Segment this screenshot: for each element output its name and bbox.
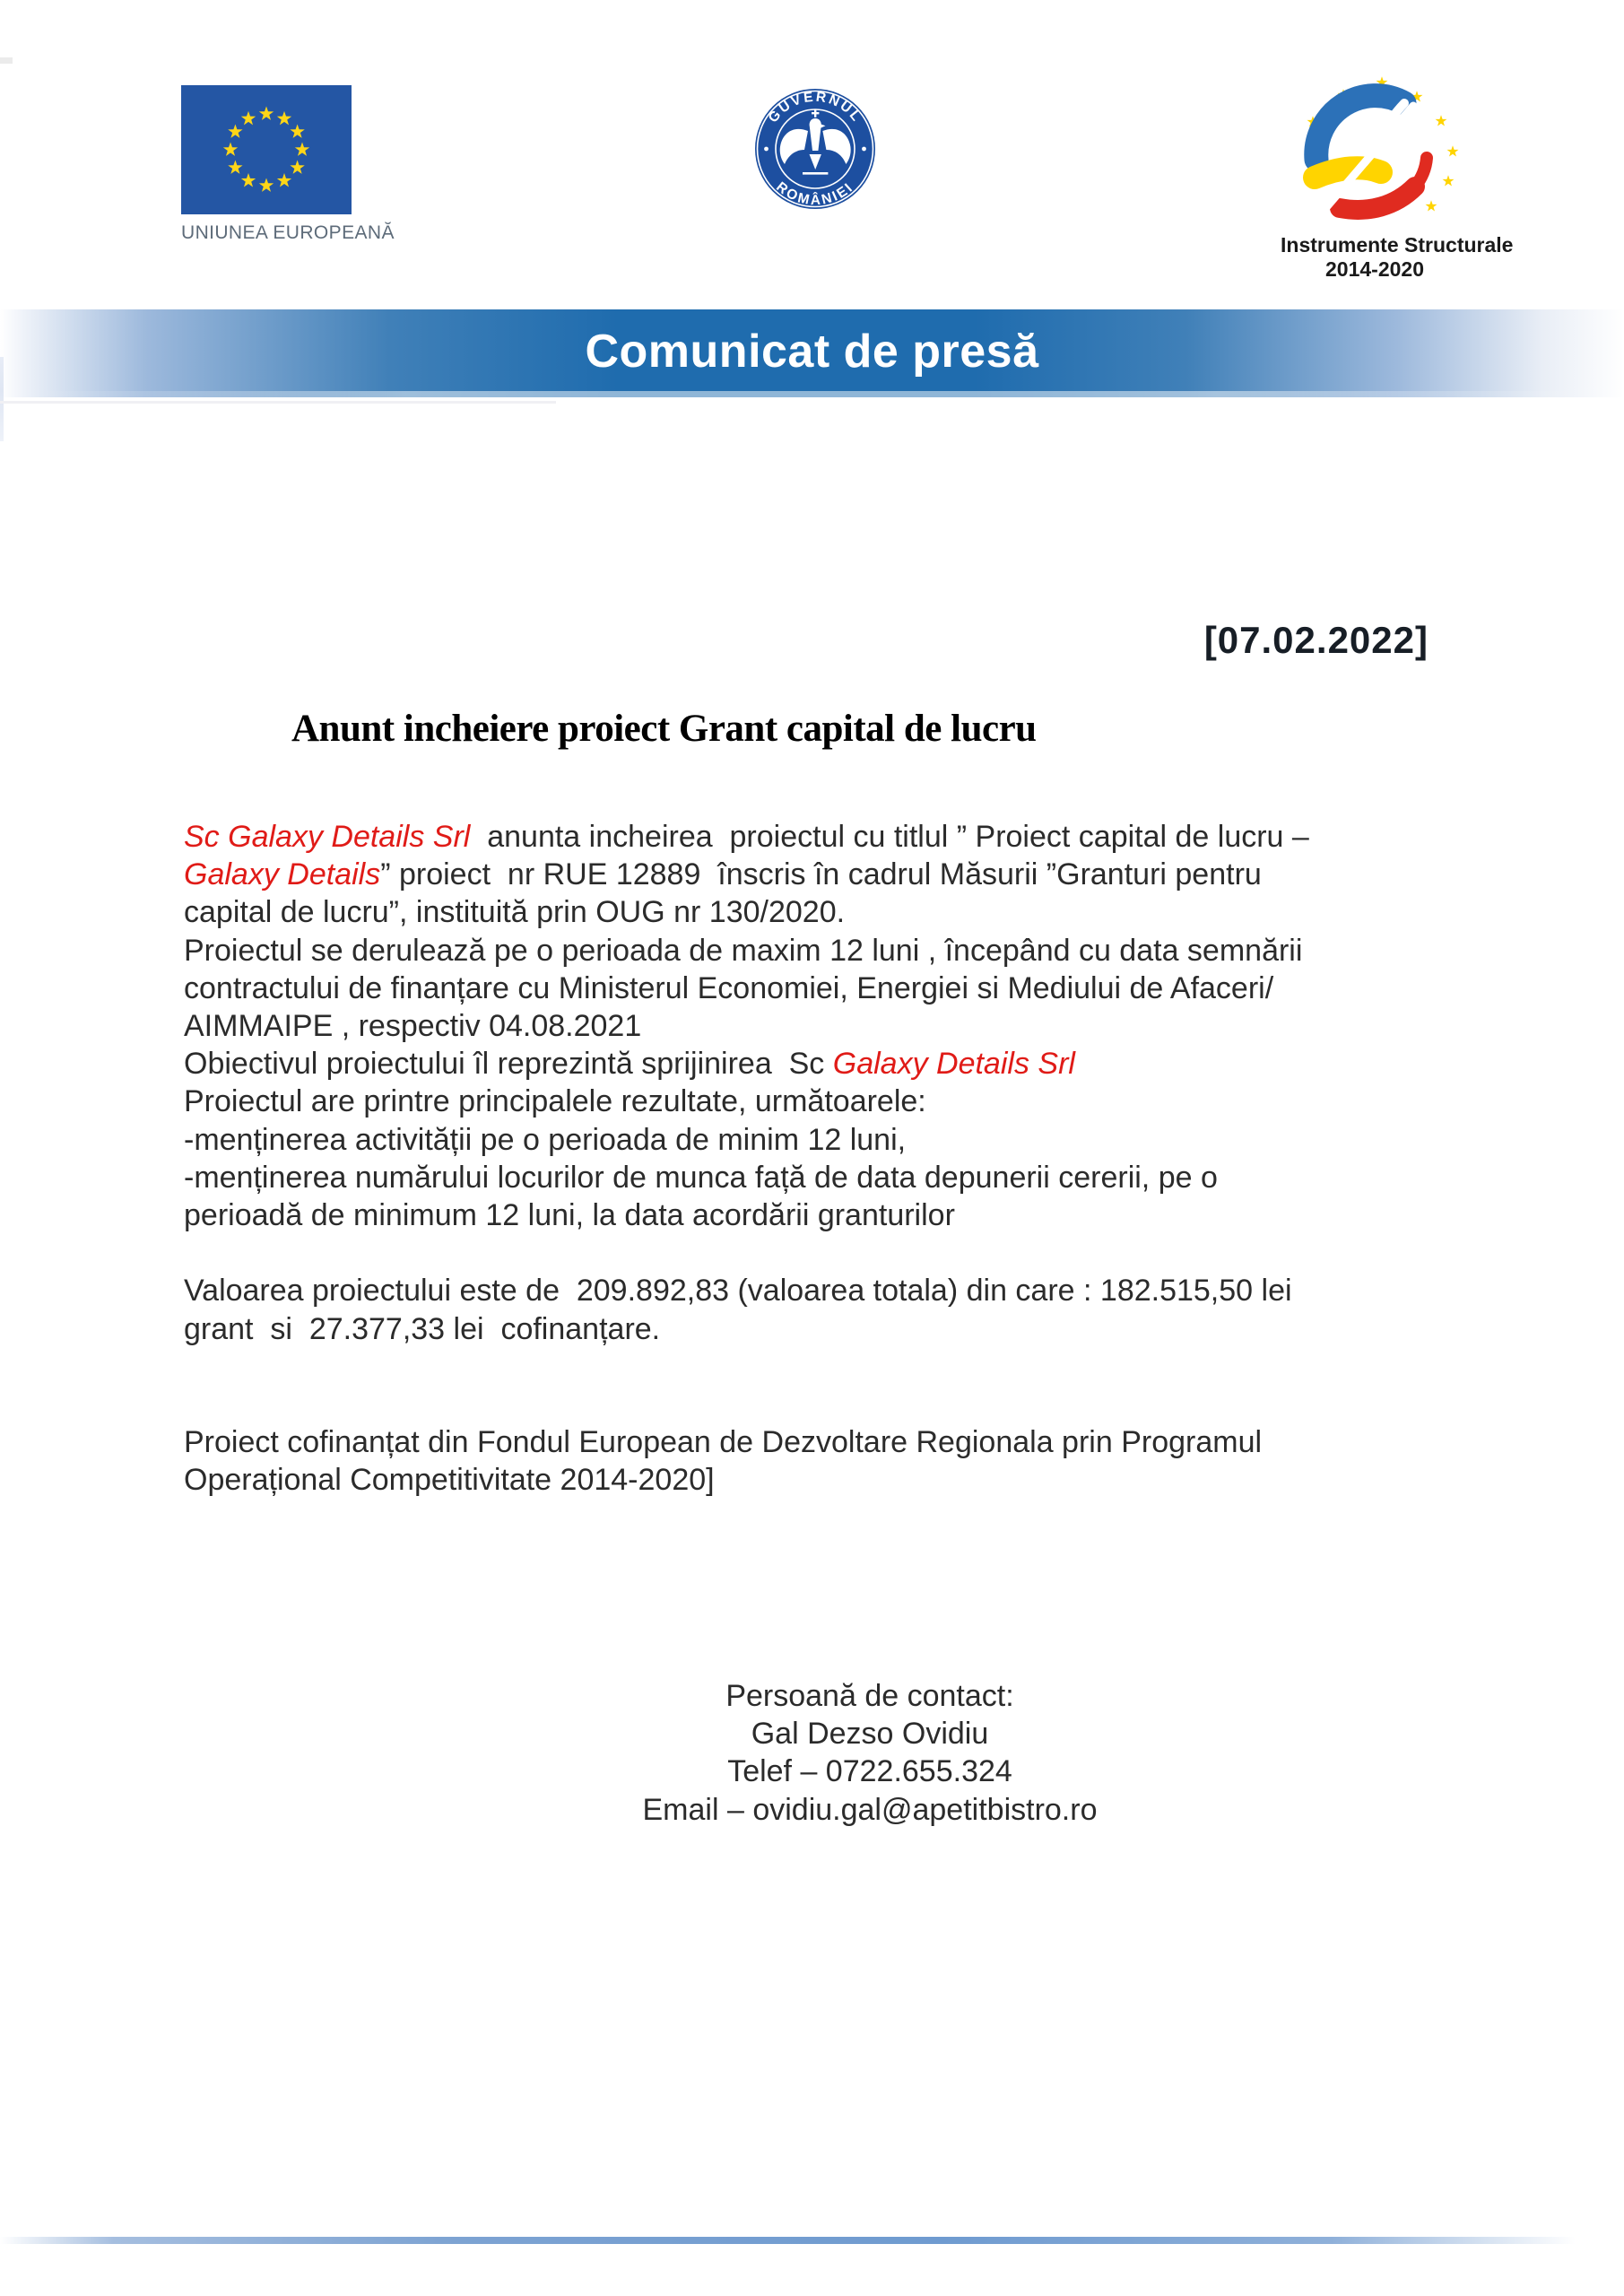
text-line xyxy=(184,970,1309,1007)
banner-title: Comunicat de presă xyxy=(585,326,1039,378)
text-segment: perioadă de minimum 12 luni, la data acordării granturilor xyxy=(184,1198,955,1233)
text-segment: capital de lucru”, instituită prin OUG nr 130/2020. xyxy=(184,895,846,930)
body-text xyxy=(184,818,1309,1500)
scan-artifact-dash xyxy=(0,57,13,64)
highlighted-text: Galaxy Details xyxy=(184,857,381,892)
text-segment: Proiectul se derulează pe o perioada de maxim 12 luni , începând cu data semnării xyxy=(184,933,1303,968)
left-edge-tick xyxy=(0,357,4,441)
text-line xyxy=(184,1310,1309,1348)
footer-divider-line xyxy=(0,2237,1624,2244)
text-segment: -menținerea numărului locurilor de munca față de data depunerii cererii, pe o xyxy=(184,1160,1218,1195)
text-segment: contractului de finanțare cu Ministerul Economiei, Energiei si Mediului de Afaceri/ xyxy=(184,970,1274,1005)
text-line xyxy=(184,856,1309,893)
text-line xyxy=(184,1234,1309,1272)
structural-instruments-logo xyxy=(1281,72,1514,282)
press-release-banner xyxy=(0,309,1624,397)
text-line xyxy=(184,1121,1309,1159)
text-segment: anunta incheirea proiectul cu titlul ” Proiect capital de lucru – xyxy=(470,820,1309,854)
text-segment: ” proiect nr RUE 12889 înscris în cadrul Măsurii ”Granturi pentru xyxy=(380,857,1262,892)
text-line xyxy=(184,1007,1309,1045)
text-line xyxy=(184,1045,1309,1083)
text-segment: -menținerea activității pe o perioada de minim 12 luni, xyxy=(184,1122,907,1157)
seal-top-text: GUVERNUL xyxy=(765,89,865,126)
text-line xyxy=(184,1348,1309,1386)
text-line xyxy=(184,1677,1556,1715)
text-segment: Gal Dezso Ovidiu xyxy=(751,1717,989,1752)
highlighted-text: Sc Galaxy Details Srl xyxy=(184,820,471,854)
eu-flag-icon xyxy=(181,85,352,214)
text-line xyxy=(184,1423,1309,1461)
date-stamp: [07.02.2022] xyxy=(1203,619,1429,661)
text-line xyxy=(184,1791,1556,1829)
gov-romania-seal-icon xyxy=(752,86,878,212)
banner-shadow xyxy=(0,401,556,404)
structural-instruments-icon xyxy=(1281,72,1469,231)
text-line xyxy=(184,1159,1309,1196)
text-segment: Proiect cofinanțat din Fondul European de Dezvoltare Regionala prin Programul xyxy=(184,1425,1263,1460)
text-line xyxy=(184,1715,1556,1752)
text-line xyxy=(184,893,1309,931)
eu-logo-label: UNIUNEA EUROPEANĂ xyxy=(181,222,395,243)
text-line xyxy=(184,818,1309,856)
text-segment: AIMMAIPE , respectiv 04.08.2021 xyxy=(184,1009,642,1044)
text-line xyxy=(184,1083,1309,1120)
text-segment: Proiectul are printre principalele rezultate, următoarele: xyxy=(184,1084,926,1119)
seal-bottom-text: ROMÂNIEI xyxy=(773,178,857,209)
text-line xyxy=(184,1196,1309,1234)
page-title: Anunt incheiere proiect Grant capital de lucru xyxy=(291,708,1037,750)
contact-block xyxy=(184,1677,1556,1829)
text-line xyxy=(184,1752,1556,1790)
eu-flag-logo xyxy=(181,85,395,244)
highlighted-text: Galaxy Details Srl xyxy=(832,1047,1075,1082)
text-segment: Email – ovidiu.gal@apetitbistro.ro xyxy=(642,1792,1098,1827)
text-segment: Obiectivul proiectului îl reprezintă sprijinirea Sc xyxy=(184,1047,833,1082)
text-segment: Operațional Competitivitate 2014-2020] xyxy=(184,1463,715,1498)
text-line xyxy=(184,1461,1309,1499)
text-line xyxy=(184,932,1309,970)
text-line xyxy=(184,1272,1309,1309)
is-logo-line2: 2014-2020 xyxy=(1325,257,1424,281)
text-segment: Valoarea proiectului este de 209.892,83 (valoarea totala) din care : 182.515,50 lei xyxy=(184,1274,1292,1309)
text-segment: Persoană de contact: xyxy=(725,1679,1014,1713)
text-segment: grant si 27.377,33 lei cofinanțare. xyxy=(184,1311,661,1346)
is-logo-line1: Instrumente Structurale xyxy=(1281,233,1514,257)
is-swooshes xyxy=(1315,96,1427,210)
text-line xyxy=(184,1386,1309,1423)
text-segment: Telef – 0722.655.324 xyxy=(727,1754,1012,1789)
